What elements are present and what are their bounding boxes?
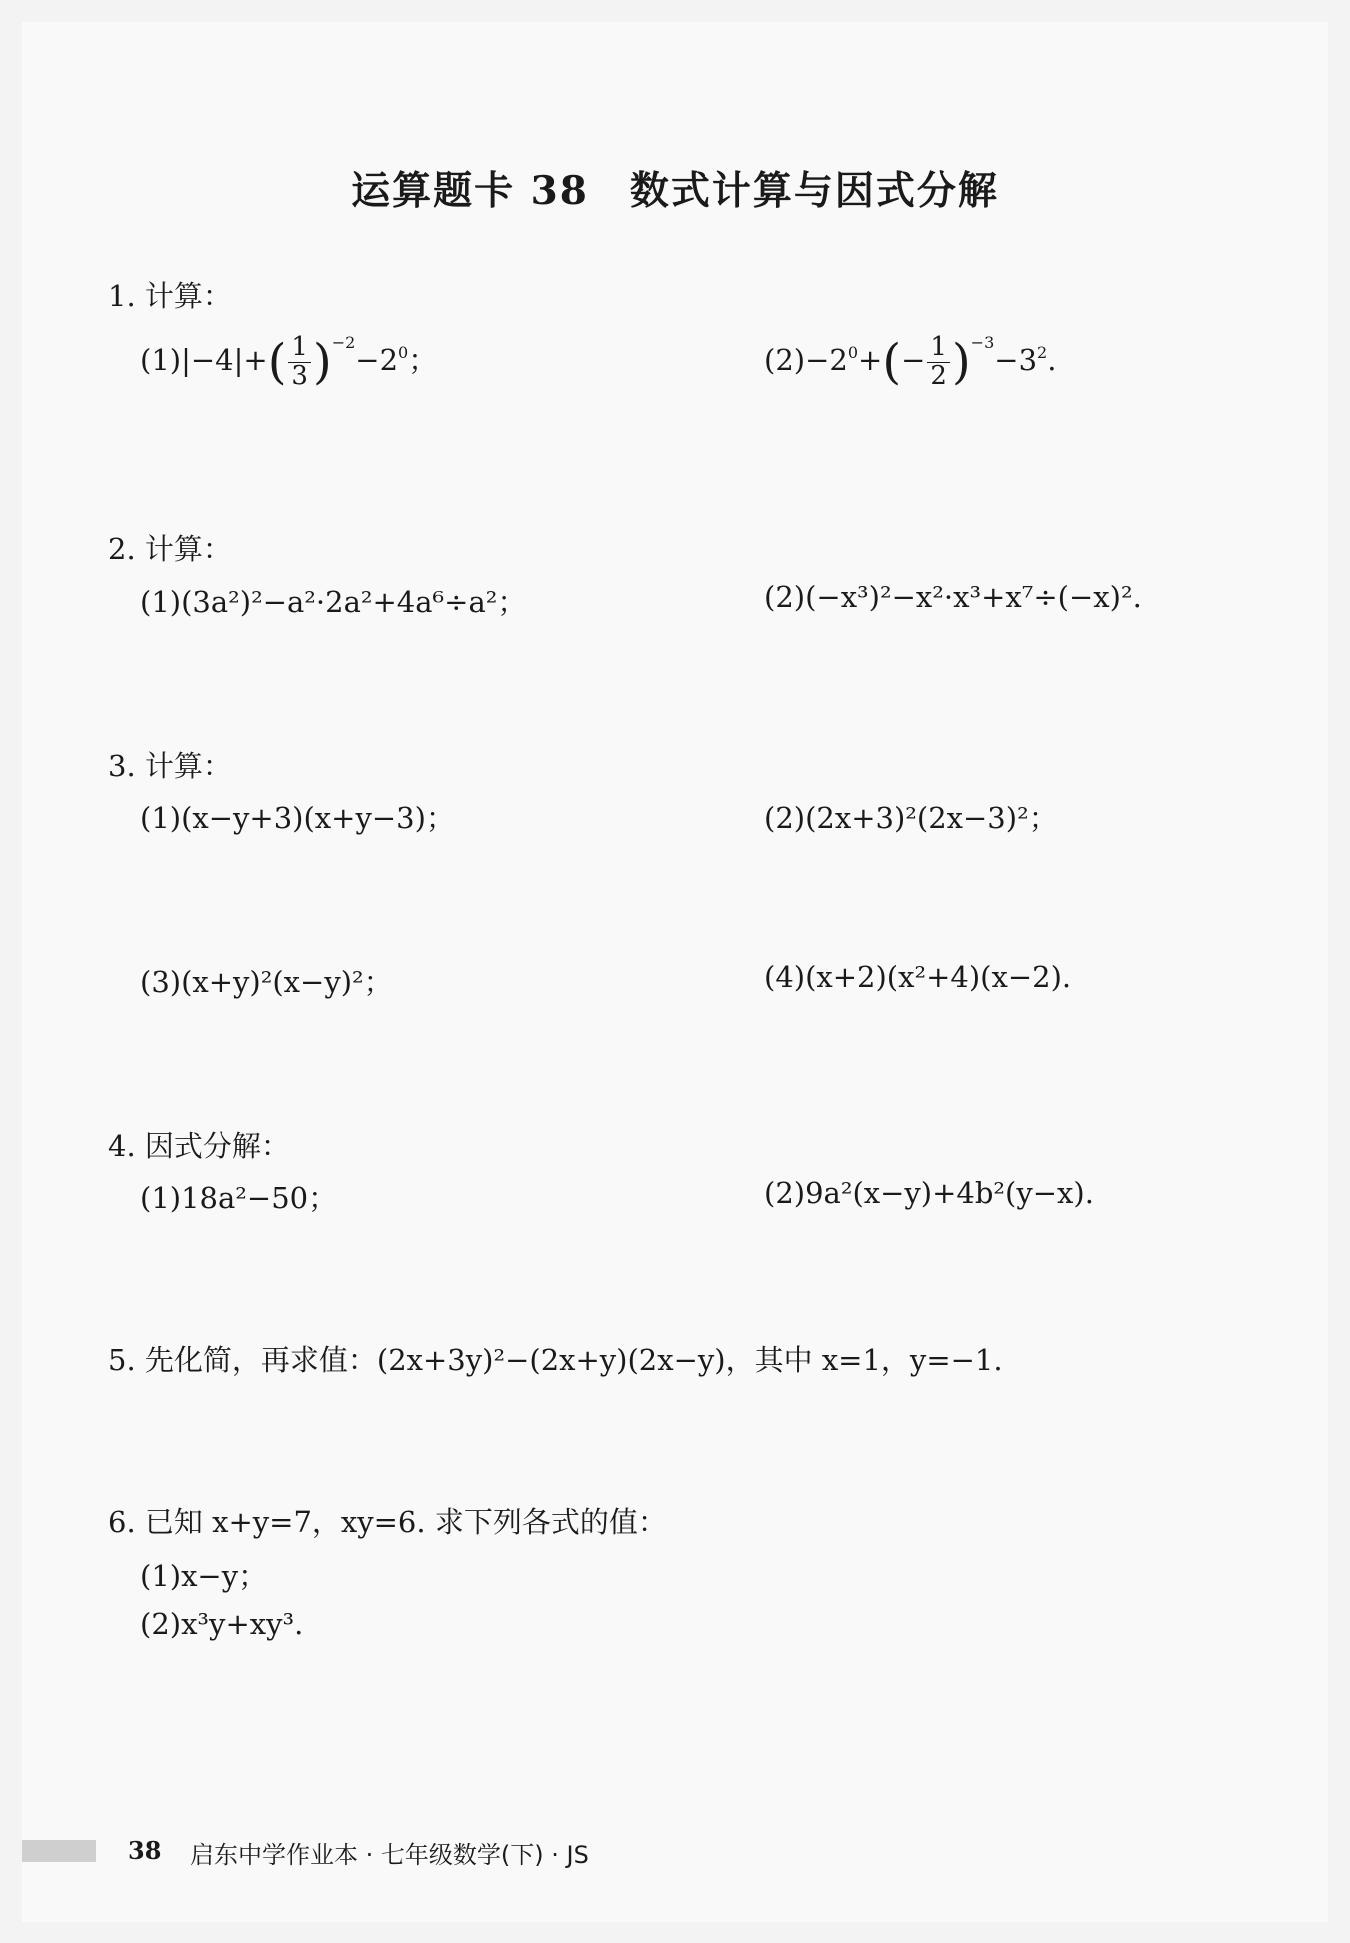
q6-part2: (2)x³y+xy³. <box>140 1607 304 1641</box>
q3-part1: (1)(x−y+3)(x+y−3)； <box>140 801 455 835</box>
fraction-numerator: 1 <box>927 334 950 362</box>
q3-part4: (4)(x+2)(x²+4)(x−2). <box>764 960 1072 994</box>
q6-part1: (1)x−y； <box>140 1559 268 1593</box>
paren-open: ( <box>882 334 902 390</box>
q1-part2-plus: + <box>858 343 883 377</box>
page-title: 运算题卡 38 数式计算与因式分解 <box>351 168 999 214</box>
q3-part3: (3)(x+y)²(x−y)²； <box>140 965 393 999</box>
q1-part2-term: −2 <box>805 343 848 377</box>
q3-heading: 3. 计算： <box>108 749 232 783</box>
q1-part1-term: −2 <box>355 343 399 377</box>
q2-part1: (1)(3a²)²−a²·2a²+4a⁶÷a²； <box>140 585 527 619</box>
q1-part2-exponent-zero: 0 <box>847 343 859 362</box>
q3-part2: (2)(2x+3)²(2x−3)²； <box>764 801 1058 835</box>
q4-heading: 4. 因式分解： <box>108 1129 290 1163</box>
q1-part1-label: (1) <box>140 343 182 377</box>
q1-part1-exponent: −2 <box>331 333 356 352</box>
footer-bar <box>22 1840 96 1862</box>
q1-part1-exponent-zero: 0 <box>398 343 409 362</box>
q1-part2 <box>764 334 1056 390</box>
q1-part2-fraction <box>927 334 950 390</box>
fraction-numerator: 1 <box>288 334 311 362</box>
paren-open: ( <box>267 334 287 390</box>
q1-part1-fraction <box>288 334 311 390</box>
q5-text: 5. 先化简，再求值：(2x+3y)²−(2x+y)(2x−y)，其中 x=1，y=−1. <box>108 1343 1003 1377</box>
fraction-denominator: 3 <box>291 360 308 391</box>
page-number: 38 <box>128 1836 162 1865</box>
paren-close: ) <box>951 334 971 390</box>
q1-part1 <box>140 334 437 390</box>
q1-part1-abs: |−4|+ <box>181 343 268 377</box>
q6-heading: 6. 已知 x+y=7，xy=6. 求下列各式的值： <box>108 1505 667 1539</box>
fraction-denominator: 2 <box>930 360 947 391</box>
q4-part2: (2)9a²(x−y)+4b²(y−x). <box>764 1176 1094 1210</box>
book-title: 启东中学作业本 · 七年级数学(下) · JS <box>190 1841 589 1869</box>
q1-part2-exponent: −3 <box>970 333 995 352</box>
q1-part1-end: ； <box>408 343 438 377</box>
q1-part2-exponent-two: 2 <box>1037 343 1048 362</box>
q2-part2: (2)(−x³)²−x²·x³+x⁷÷(−x)². <box>764 580 1142 614</box>
q1-heading: 1. 计算： <box>108 279 232 313</box>
paren-close: ) <box>312 334 332 390</box>
q1-part2-minus: − <box>901 343 926 377</box>
worksheet-page <box>22 22 1328 1922</box>
q2-heading: 2. 计算： <box>108 532 232 566</box>
q1-part2-end: . <box>1047 343 1057 377</box>
q1-part2-label: (2) <box>764 343 806 377</box>
q4-part1: (1)18a²−50； <box>140 1181 338 1215</box>
q1-part2-term2: −3 <box>994 343 1038 377</box>
